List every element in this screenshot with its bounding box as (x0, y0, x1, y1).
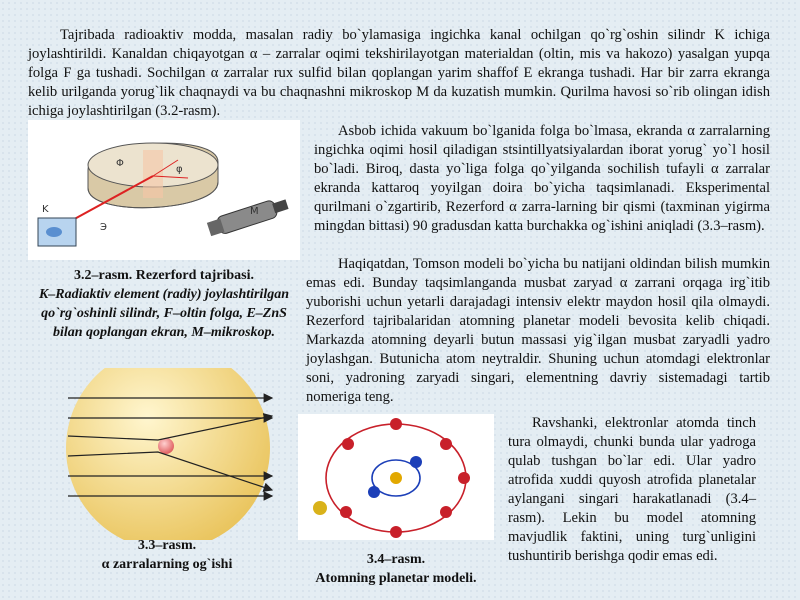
label-phi: φ (176, 164, 183, 175)
figure-3-2-title: 3.2–rasm. Rezerford tajribasi. (73, 268, 254, 283)
label-f: Φ (116, 158, 124, 169)
figure-3-4-title: 3.4–rasm. (366, 552, 426, 567)
label-k: K (42, 204, 49, 215)
figure-3-2-body: K–Radiaktiv element (radiy) joylashtirilgan qo`rg`oshinli silindr, F–oltin folga, E–ZnS bilan qoplangan ekran, M–mikroskop. (38, 287, 290, 340)
figure-3-3-title: 3.3–rasm. (137, 538, 197, 553)
figure-3-3-caption (62, 536, 272, 574)
alpha-deflection-figure (40, 368, 276, 540)
model-paragraph: Haqiqatdan, Tomson modeli bo`yicha bu natijani oldindan bilish mumkin emas edi. Bunday taqsimlanganda musbat zaryad α zarrani orqaga irg`itib yuborishi uchun yetarli darajadagi intensiv elektr maydon hosil qila olmaydi. Rezerford tajribalaridan atomning planetar modeli bevosita kelib chiqadi. Markazda atomning deyarli butun massasi yig`ilgan musbat zaryadli yadro joylashgan. Butunicha atom neytraldir. Shuning uchun atomdagi elektronlar soni, yadroning zaryadi singari, elementning davriy sistemadagi tartib nomeriga teng. (306, 256, 770, 405)
label-m: M (250, 206, 259, 217)
figure-3-2-caption (28, 266, 300, 342)
rutherford-apparatus-figure (28, 120, 300, 260)
intro-paragraph: Tajribada radioaktiv modda, masalan radiy bo`ylamasiga ingichka kanal ochilgan qo`rg`oshin silindr K ichiga joylashtirildi. Kanaldan chiqayotgan α – zarralar oqimi tekshirilayotgan materialdan (oltin, mis va hakozo) yasalgan yupqa folga F ga tushadi. Sochilgan α zarralar rux sulfid bilan qoplangan yarim shaffof E ekranga tushadi. Har bir zarra ekranga kelib urilganda yorug`lik chaqnaydi va bu chaqnashni mikroskop M da kuzatish mumkin. Qurilma havosi so`rib olingan idish ichiga joylashtirilgan (3.2-rasm). (28, 27, 770, 119)
figure-3-4-caption (298, 550, 494, 588)
apparatus-paragraph: Asbob ichida vakuum bo`lganida folga bo`lmasa, ekranda α zarralarning ingichka oqimi hosil qiladigan stsintillyatsiyalardan iborat yorug` yo`l hosil bo`ladi. Biroq, dasta yo`liga folga qo`yilganda sochilish tufayli α zarralar ekranda kattaroq yoyilgan doira bo`yicha taqsimlanadi. Eksperimental qurilmani o`zgartirib, Rezerford α zarra-larning bir qismi (taxminan yigirma mingdan bittasi) 90 gradusdan katta burchakka og`ishini aniqladi (3.3–rasm). (314, 123, 770, 234)
label-e: Э (100, 222, 107, 233)
planetary-model-figure (298, 414, 494, 540)
figure-3-4-body: Atomning planetar modeli. (315, 571, 477, 586)
planetar-paragraph: Ravshanki, elektronlar atomda tinch tura olmaydi, chunki bunda ular yadroga qulab tushgan bo`lar edi. Ular yadro atrofida xuddi quyosh atrofida planetalar aylangani singari harakatlanadi (3.4–rasm). Lekin bu model atomning mavjudlik faktini, uning turg`unligini tushuntirib berishga qodir emas edi. (508, 415, 756, 564)
figure-3-3-body: α zarralarning og`ishi (101, 557, 233, 572)
